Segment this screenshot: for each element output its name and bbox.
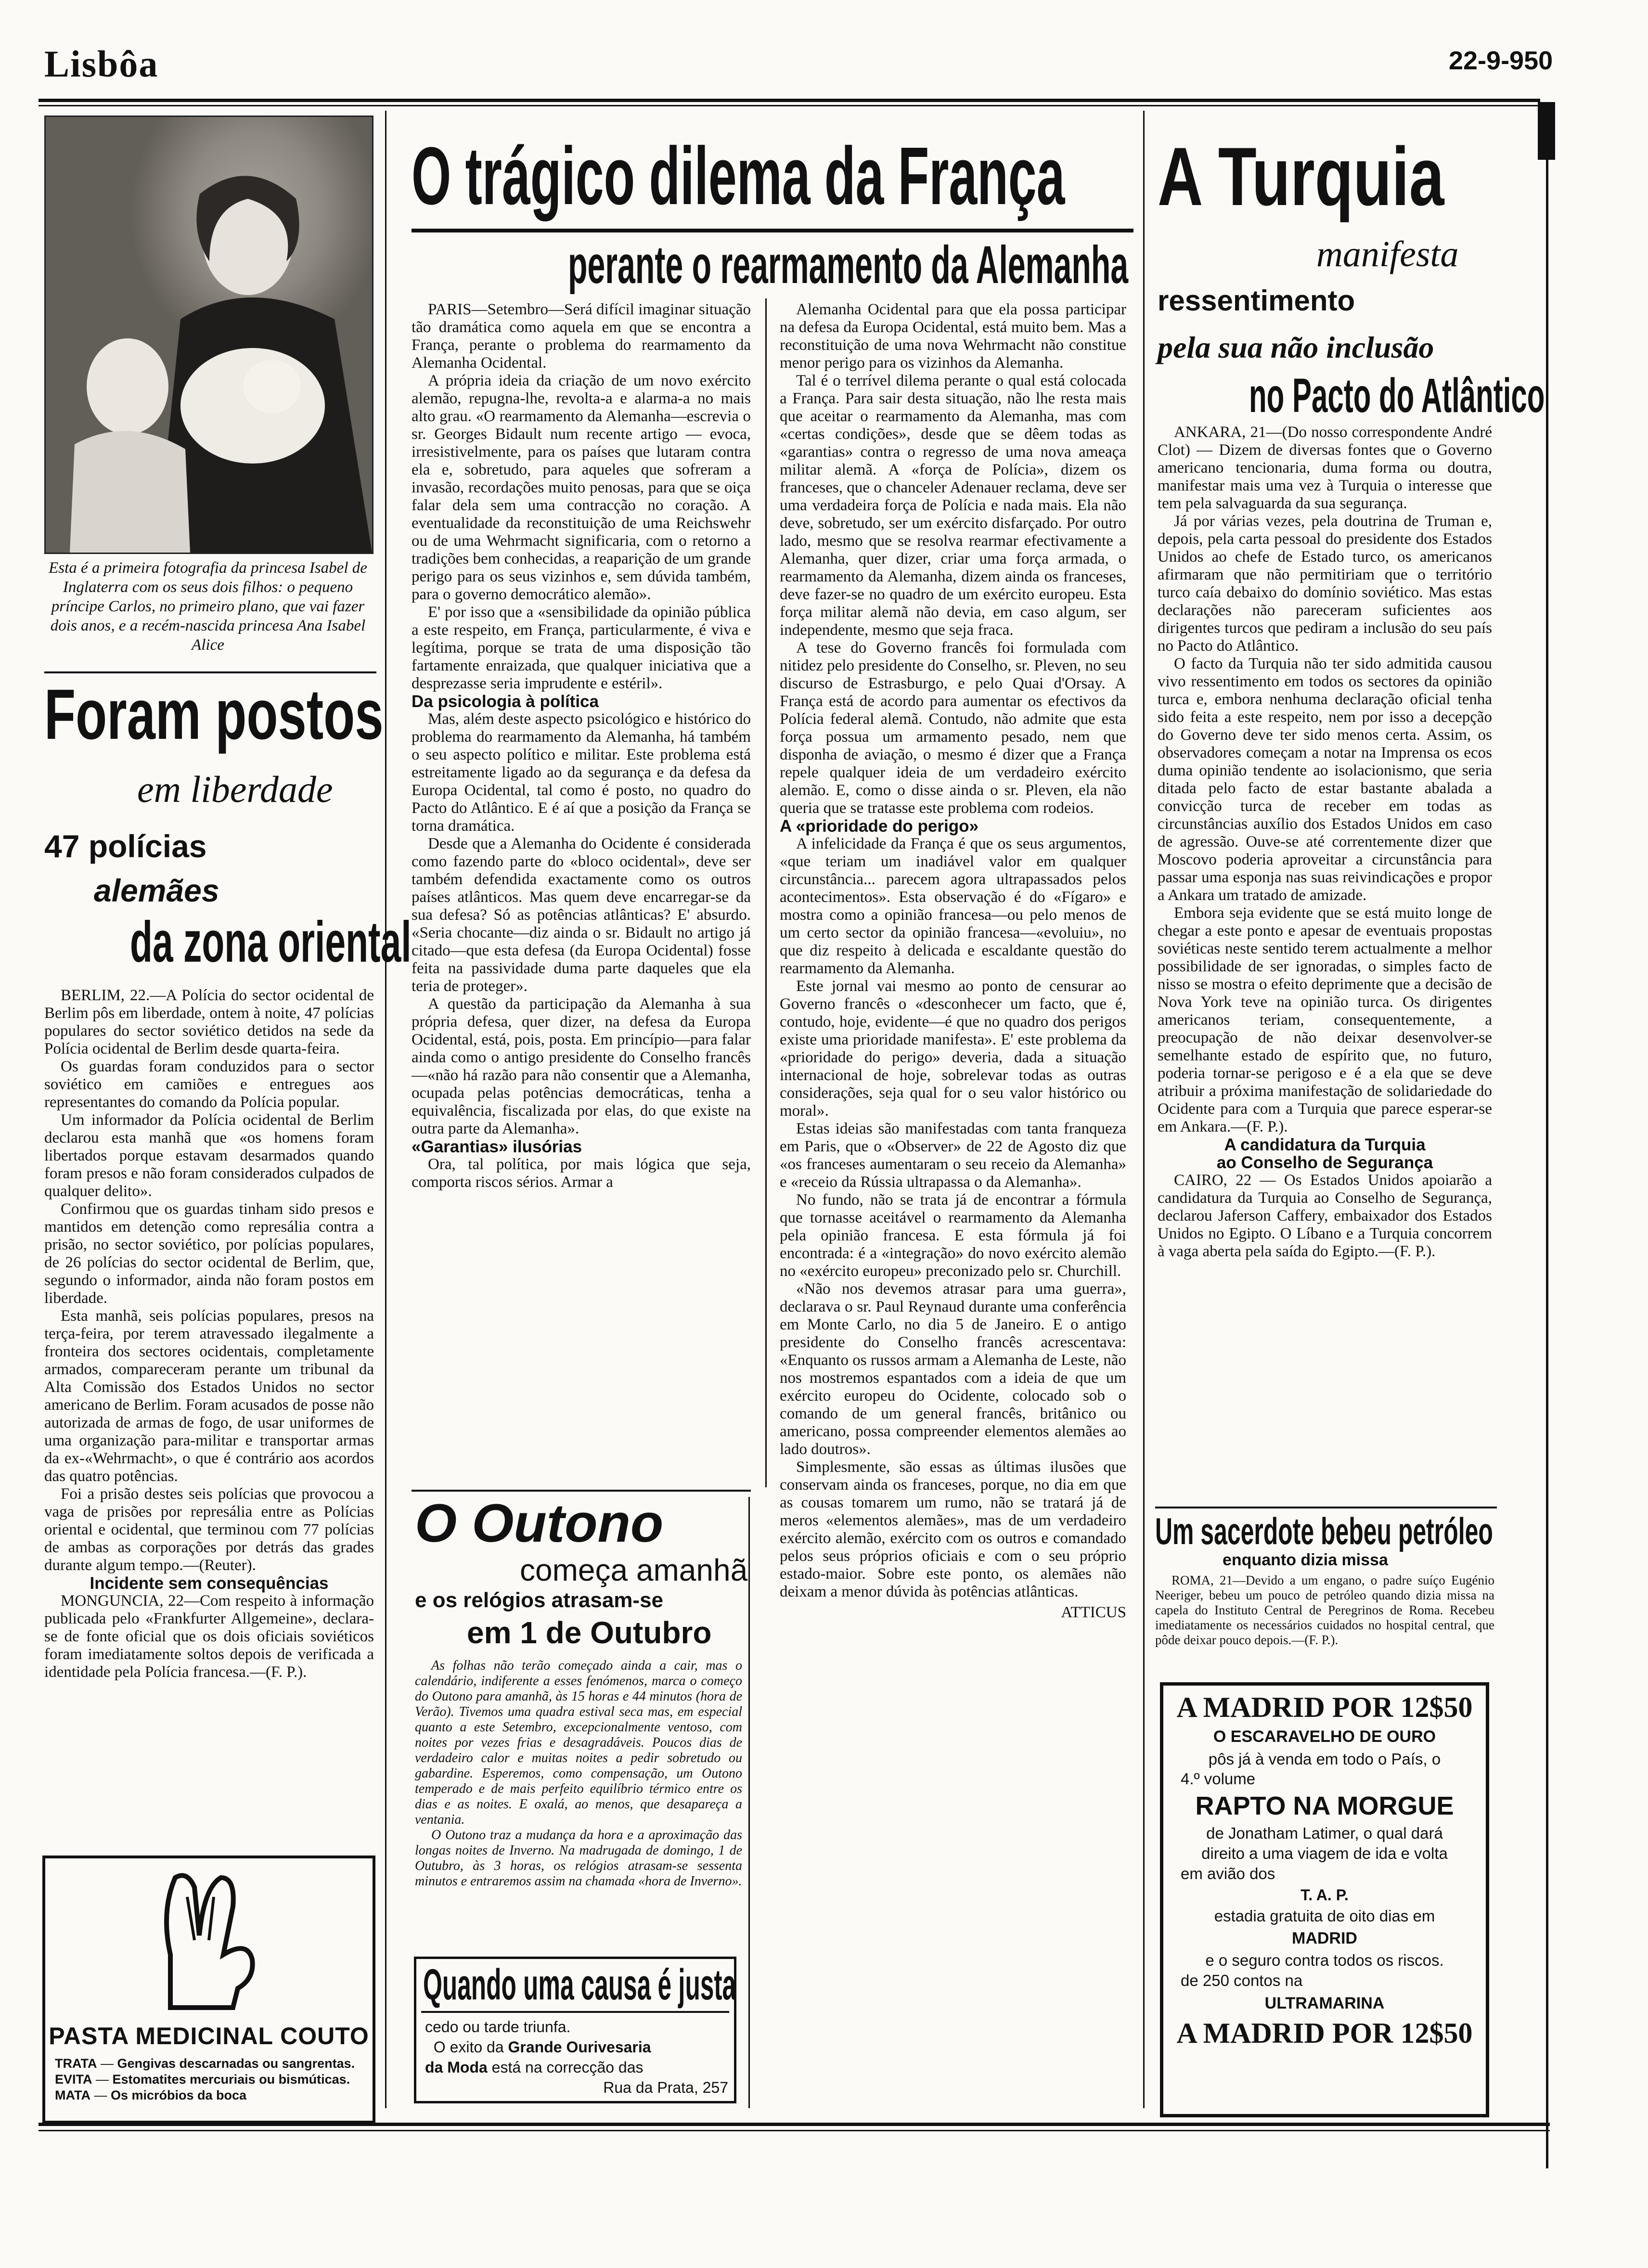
bottom-rule: [39, 2123, 1550, 2126]
section-rule: [44, 671, 376, 673]
subheading: «Garantias» ilusórias: [412, 1137, 582, 1156]
section-rule: [1155, 1507, 1497, 1508]
sacerdote-subheadline: enquanto dizia missa: [1223, 1551, 1388, 1569]
outono-sub-3: em 1 de Outubro: [467, 1615, 712, 1650]
ad-line: em avião dos: [1181, 1865, 1275, 1882]
turquia-sub-3: pela sua não inclusão: [1158, 330, 1434, 364]
ad-line: estadia gratuita de oito dias em: [1214, 1907, 1435, 1925]
ad-keyword: TRATA: [55, 2056, 97, 2071]
ad-line: RAPTO NA MORGUE: [1195, 1791, 1454, 1820]
tooth-hand-icon: [142, 1868, 276, 2012]
turquia-sub-2: ressentimento: [1158, 284, 1355, 317]
subheading: Incidente sem consequências: [90, 1574, 329, 1593]
ad-brand: PASTA MEDICINAL COUTO: [49, 2023, 369, 2049]
paragraph: A tese do Governo francês foi formulada com nitidez pelo presidente do Conselho, sr. Pleven, no seu discurso de Estrasburgo, e pelo Quai d'Orsay. A França está de acordo para aumentar os efectivos da Polícia federal alemã. Contudo, não admite que esta força possua um armamento pesado, nem que disponha de aviação, o mesmo é dizer que a França repele qualquer ideia de um verdadeiro exército alemão. E, como o disse ainda o sr. Pleven, ela não queria que se tratasse este problema com rodeios.: [780, 639, 1126, 817]
paragraph: Estas ideias são manifestadas com tanta franqueza em Paris, que o «Observer» de 22 de Agosto diz que «os franceses aumentaram o seu receio da Alemanha» e «receio da Rússia ultrapassa o da Alemanha».: [780, 1120, 1126, 1191]
paragraph: Embora seja evidente que se está muito longe de chegar a este ponto e apesar de eventuais propostas soviéticas neste sentido terem actualmente a melhor possibilidade de ser ignoradas, o simples facto de nisso se mostra o efeito deprimente que a decisão de Nova York teve na opinião turca. Os dirigentes americanos teriam, consequentemente, a preocupação de não deixar desenvolver-se semelhante estado de espírito que, no futuro, poderia tornar-se perigoso e é a ela que se deve atribuir a próxima manifestação de solidariedade do Ocidente para com a Turquia que parece esperar-se em Ankara.—(F. P.).: [1158, 904, 1492, 1135]
subheading: ao Conselho de Segurança: [1216, 1153, 1433, 1172]
column-divider: [765, 298, 767, 1487]
ad-ourivesaria: [414, 1957, 736, 2103]
subheading: A «prioridade do perigo»: [780, 817, 978, 836]
policias-headline-3: 47 polícias: [44, 828, 207, 864]
paragraph: BERLIM, 22.—A Polícia do sector ocidental de Berlim pôs em liberdade, ontem à noite, 47 polícias populares do sector soviético detidos na sede da Polícia ocidental de Berlim desde quarta-feira.: [44, 987, 374, 1057]
ad-pasta-couto: [42, 1856, 375, 2124]
policias-headline-2: em liberdade: [137, 768, 333, 810]
masthead-rule: [39, 99, 1540, 102]
subheading: A candidatura da Turquia: [1224, 1135, 1426, 1154]
masthead-rule-thin: [39, 105, 1540, 106]
paragraph: As folhas não terão começado ainda a cair, mas o calendário, indiferente a esses fenómenos, marca o começo do Outono para amanhã, às 15 horas e 44 minutos (hora de Verão). Tivemos uma quadra estival seca mas, em especial quanto a este Setembro, excepcionalmente ventoso, com noites por vezes frias e desagradáveis. Poucos dias de verdadeiro calor e muitas noites a pedir sobretudo ou gabardine. Esperemos, como compensação, um Outono temperado e de mais perfeito equilíbrio térmico entre os dias e as noites. E oxalá, ao menos, que desapareça a ventania.: [415, 1658, 742, 1827]
royal-family-photo: [44, 116, 373, 554]
ad-text: Estomatites mercuriais ou bismúticas.: [112, 2072, 350, 2087]
turquia-headline: A Turquia: [1158, 130, 1444, 223]
ad-text: Grande Ourivesaria: [508, 2038, 651, 2056]
ad-line: T. A. P.: [1300, 1886, 1349, 1904]
ad-text: Os micróbios da boca: [111, 2088, 247, 2102]
paragraph: Foi a prisão destes seis polícias que provocou a vaga de prisões por represália entre as Polícias oriental e ocidental, que terminou com 77 polícias de ambas as corporações por detrás das grades durante algum tempo.—(Reuter).: [44, 1485, 374, 1574]
ad-line: cedo ou tarde triunfa.: [425, 2018, 571, 2036]
paragraph: PARIS—Setembro—Será difícil imaginar situação tão dramática como aquela em que se encontra a França, perante o problema do rearmamento da Alemanha Ocidental.: [412, 301, 751, 372]
right-margin-line: [1546, 159, 1548, 2168]
paragraph: A infelicidade da França é que os seus argumentos, «que teriam um inadiável valor em qualquer circunstância... parecem agora ultrapassados pelos acontecimentos». Esta observação é do «Fígaro» e mostra como a opinião francesa—ou pelo menos de um certo sector da opinião francesa—«evoluiu», no que diz respeito à delicada e escaldante questão do rearmamento da Alemanha.: [780, 835, 1126, 977]
paragraph: ANKARA, 21—(Do nosso correspondente André Clot) — Dizem de diversas fontes que o Governo americano tencionaria, duma forma ou doutra, manifestar mais uma vez à Turquia o interesse que tem pela salvaguarda da sua segurança.: [1158, 424, 1492, 512]
paragraph: Ora, tal política, por mais lógica que seja, comporta riscos sérios. Armar a: [412, 1156, 751, 1191]
paragraph: O facto da Turquia não ter sido admitida causou vivo ressentimento em todos os sectores da opinião turca e, embora nenhuma declaração oficial tenha sido feita a este respeito, nem por isso a decepção do Governo deve ter sido menos certa. Assim, os observadores começam a notar na Imprensa os ecos duma opinião tendente ao isolacionismo, que seria ditada pelo facto de estar bastante abalada a convicção turca de receber em todas as circunstâncias auxílio dos Estados Unidos em caso de agressão. Ouve-se até correntemente dizer que Moscovo poderia aproveitar a circunstância para passar uma esponja nas suas reivindicações e propor a Ankara um tratado de amizade.: [1158, 655, 1492, 904]
policias-headline: Foram postos: [44, 675, 384, 754]
ad-text: O exito da: [433, 2038, 504, 2056]
headline-rule: [412, 229, 1133, 232]
ad-line: TRATA — Gengivas descarnadas ou sangrentas.: [55, 2056, 355, 2071]
paragraph: Tal é o terrível dilema perante o qual está colocada a França. Para sair desta situação, não lhe resta mais que aceitar o rearmamento da Alemanha, mas com «certas condições», desde que se dêem todas as «garantias» contra o regresso de uma nova ameaça militar alemã. A «força de Polícia», dizem os franceses, que o chanceler Adenauer reclama, deve ser uma verdadeira força de Polícia e nada mais. Ela não deve, sobretudo, ser um exército disfarçado. Por outro lado, mesmo que se resolva rearmar efectivamente a Alemanha, quer dizer, criar uma força armada, o rearmamento da Alemanha, dizem ainda os franceses, deve fazer-se no quadro de um exército europeu. Esta força militar alemã não devia, em caso algum, ser independente, mesmo que seja fraca.: [780, 372, 1126, 639]
paragraph: E' por isso que a «sensibilidade da opinião pública a este respeito, em França, particularmente, é viva e legítima, porque se trata de uma disposição tão fartamente enraizada, que qualquer iniciativa que a desprezasse seria imprudente e estéril».: [412, 604, 751, 692]
photo-illustration: [46, 117, 372, 553]
franca-column-1: [412, 301, 751, 1191]
ad-line: de 250 contos na: [1181, 1972, 1303, 1989]
paragraph: ROMA, 21—Devido a um engano, o padre suíço Eugénio Neeriger, bebeu um pouco de petróleo quando dizia missa na capela do Instituto Central de Peregrinos de Roma. Recebeu imediatamente os necessários cuidados no hospital central, que pôde deixar pouco depois.—(F. P.).: [1155, 1573, 1494, 1647]
ad-keyword: MATA: [55, 2088, 90, 2102]
paragraph: «Não nos devemos atrasar para uma guerra», declarava o sr. Paul Reynaud durante uma conferência em Monte Carlo, no dia 5 de Janeiro. E o antigo presidente do Conselho francês acrescentava: «Enquanto os russos armam a Alemanha de Leste, não nos mostremos espantados com a ideia de que um exército europeu do Ocidente, colocado sob o comando de um general francês, britânico ou americano, possa compreender elementos alemães ao lado doutros».: [780, 1280, 1126, 1458]
ad-text: está na correcção das: [491, 2059, 644, 2076]
ad-line: EVITA — Estomatites mercuriais ou bismúticas.: [55, 2072, 350, 2087]
paragraph: Mas, além deste aspecto psicológico e histórico do problema do rearmamento da Alemanha, há também o seu aspecto político e militar. Este problema está estreitamente ligado ao da segurança e da defesa da Europa Ocidental, tal como é posto, no quadro do Pacto do Atlântico. E é aí que a posição da França se torna dramática.: [412, 710, 751, 835]
turquia-sub-1: manifesta: [1316, 234, 1459, 274]
paragraph: Confirmou que os guardas tinham sido presos e mantidos em detenção como represália contra a prisão, no sector soviético, por polícias populares, de 26 polícias do sector ocidental de Berlim, que, segundo o informador, ainda não foram postos em liberdade.: [44, 1200, 374, 1307]
sacerdote-headline: Um sacerdote bebeu petróleo: [1155, 1510, 1493, 1552]
ad-text: da Moda: [425, 2059, 488, 2076]
ad-headline: A MADRID POR 12$50: [1176, 1691, 1473, 1723]
column-divider: [1143, 111, 1145, 2108]
ad-line: direito a uma viagem de ida e volta: [1201, 1844, 1448, 1862]
paragraph: Um informador da Polícia ocidental de Berlim declarou esta manhã que «os homens foram libertados porque estavam desarmados quando foram presos e não foram considerados culpados de qualquer delito».: [44, 1111, 374, 1200]
subheading: Da psicologia à política: [412, 692, 599, 711]
ad-line: [425, 2057, 728, 2077]
franca-headline: O trágico dilema da França: [412, 130, 1065, 222]
ad-line: MATA — Os micróbios da boca: [55, 2088, 247, 2102]
bottom-rule-thin: [39, 2130, 1550, 2131]
ad-line: e o seguro contra todos os riscos.: [1205, 1951, 1444, 1969]
ad-line: ULTRAMARINA: [1264, 1994, 1385, 2012]
turquia-sub-4: no Pacto do Atlântico: [1249, 369, 1545, 423]
ad-line: O ESCARAVELHO DE OURO: [1213, 1727, 1436, 1746]
policias-headline-5: da zona oriental: [130, 910, 412, 974]
outono-headline: O Outono: [415, 1493, 664, 1553]
ad-line: pôs já à venda em todo o País, o: [1208, 1750, 1441, 1768]
paragraph: Já por várias vezes, pela doutrina de Truman e, depois, pela carta pessoal do presidente dos Estados Unidos ao chefe de Estado turco, os americanos afirmaram que não permitiriam que o território turco caía debaixo do domínio soviético. Mas estas declarações não pareceram suficientes aos dirigentes turcos que pediram a inclusão do seu país no Pacto do Atlântico.: [1158, 513, 1492, 655]
signature: ATTICUS: [1061, 1604, 1126, 1621]
section-rule: [412, 1490, 751, 1492]
policias-headline-4: alemães: [94, 873, 219, 908]
turquia-article: [1158, 424, 1492, 1261]
ad-line: Rua da Prata, 257: [603, 2079, 728, 2096]
outono-article: [415, 1658, 742, 1889]
paragraph: Alemanha Ocidental para que ela possa participar na defesa da Europa Ocidental, está muito bem. Mas a reconstituição de uma nova Wehrmacht não constitue menor perigo para os vizinhos da Alemanha.: [780, 301, 1126, 372]
paragraph: A própria ideia da criação de um novo exército alemão, repugna-lhe, revolta-a e alarma-a no mais alto grau. «O rearmamento da Alemanha—escrevia o sr. Georges Bidault num recente artigo — evoca, irresistivelmente, para os países que lutaram contra ela e, sobretudo, para aqueles que sofreram a invasão, recordações muito penosas, para que se oiça falar dela sem uma contracção no coração. A eventualidade da reconstituição de uma Reichswehr ou de uma Wehrmacht significaria, com o retorno a tradições bem conhecidas, a reaparição de um grande perigo para os seus vizinhos e, sem dúvida também, para o governo democrático alemão».: [412, 372, 751, 603]
policias-article: [44, 987, 374, 1681]
paragraph: CAIRO, 22 — Os Estados Unidos apoiarão a candidatura da Turquia ao Conselho de Segurança, declarou Jaferson Caffery, embaixador dos Estados Unidos no Egipto. O Líbano e a Turquia concorrem à vaga aberta pela saída do Egipto.—(F. P.).: [1158, 1172, 1492, 1260]
ad-line: 4.º volume: [1181, 1770, 1256, 1788]
franca-column-2: [780, 301, 1126, 1622]
paragraph: Desde que a Alemanha do Ocidente é considerada como fazendo parte do «bloco ocidental», deve ser também defendida exactamente como os outros países atlânticos. Mas quem deve encarregar-se da sua defesa? Só as potências atlânticas? E' absurdo. «Seria chocante—diz ainda o sr. Bidault no artigo já citado—que esta defesa (da Europa Ocidental) fosse feita na passividade duma parte daqueles que ela teria de proteger».: [412, 835, 751, 995]
paragraph: Os guardas foram conduzidos para o sector soviético em camiões e entregues aos representantes do comando da Polícia popular.: [44, 1058, 374, 1111]
paragraph: O Outono traz a mudança da hora e a aproximação das longas noites de Inverno. Na madrugada de domingo, 1 de Outubro, às 3 horas, os relógios atrasam-se sessenta minutos e entraremos assim na chamada «hora de Inverno».: [415, 1828, 742, 1889]
ad-madrid: [1160, 1682, 1489, 2117]
ad-keyword: EVITA: [55, 2072, 92, 2087]
sacerdote-article: [1155, 1573, 1494, 1648]
ad-headline: A MADRID POR 12$50: [1176, 2017, 1473, 2049]
ad-line: [425, 2037, 728, 2057]
ad-line: MADRID: [1292, 1929, 1357, 1947]
right-margin-block: [1538, 102, 1555, 160]
paragraph: Este jornal vai mesmo ao ponto de censurar ao Governo francês o «desconhecer um facto, que é, contudo, hoje, evidente—é que no quadro dos perigos existe uma prioridade manifesta». E' este problema da «prioridade do perigo» deveria, dada a situação internacional de hoje, sobrelevar todas as outras considerações, seja qual for o seu valor histórico ou moral».: [780, 978, 1126, 1120]
paragraph: Esta manhã, seis polícias populares, presos na terça-feira, por terem atravessado ilegalmente a fronteira dos sectores ocidentais, completamente armados, compareceram perante um tribunal da Alta Comissão dos Estados Unidos no sector americano de Berlim. Foram acusados de posse não autorizada de armas de fogo, de usar uniformes de uma organização para-militar e transportar armas da ex-«Wehrmacht», o que é contrário aos acordos das quatro potências.: [44, 1307, 374, 1485]
photo-caption: Esta é a primeira fotografia da princesa Isabel de Inglaterra com os seus dois filhos: o pequeno príncipe Carlos, no primeiro plano, que vai fazer dois anos, e a recém-nascida princesa Ana Isabel Alice: [49, 559, 367, 654]
franca-subheadline: perante o rearmamento da Alemanha: [568, 235, 1129, 295]
outono-sub-1: começa amanhã: [520, 1553, 748, 1587]
paragraph: MONGUNCIA, 22—Com respeito à informação publicada pelo «Frankfurter Allgemeine», declara-se de fonte oficial que os dois oficiais soviéticos foram imediatamente soltos depois de verificada a identidade pela Polícia francesa.—(F. P.).: [44, 1592, 374, 1681]
outono-sub-2: e os relógios atrasam-se: [415, 1588, 664, 1612]
column-divider: [385, 111, 386, 2108]
ad-headline: Quando uma causa é justa: [423, 1961, 736, 2009]
section-name: Lisbôa: [44, 43, 159, 85]
paragraph: A questão da participação da Alemanha à sua própria defesa, quer dizer, na defesa da Europa Ocidental, está, pois, posta. Em princípio—para falar ainda como o antigo presidente do Conselho francês—«não há razão para não consentir que a Alemanha, ocupada pelas potências democráticas, tenha a equivalência, fiscalizada por elas, do que existe na outra parte da Alemanha».: [412, 995, 751, 1137]
ad-text: Gengivas descarnadas ou sangrentas.: [117, 2056, 355, 2071]
ad-line: de Jonatham Latimer, o qual dará: [1206, 1824, 1443, 1842]
column-divider: [748, 1497, 750, 2108]
issue-date: 22-9-950: [1449, 46, 1553, 75]
paragraph: No fundo, não se trata já de encontrar a fórmula que tornasse aceitável o rearmamento da Alemanha pela opinião francesa. E esta fórmula já foi encontrada: é a «integração» do novo exército alemão no «exército europeu» preconizado pelo sr. Churchill.: [780, 1191, 1126, 1280]
paragraph: Simplesmente, são essas as últimas ilusões que conservam ainda os franceses, porque, no dia em que as cousas tomarem um rumo, não se tratará já de meros «elementos alemães», mas de um verdadeiro exército alemão, exército com os outros e comandado pelos seus próprios oficiais e com o seu próprio estado-maior. Sobre este ponto, os alemães não deixam a menor dúvida às potências atlânticas.: [780, 1458, 1126, 1600]
